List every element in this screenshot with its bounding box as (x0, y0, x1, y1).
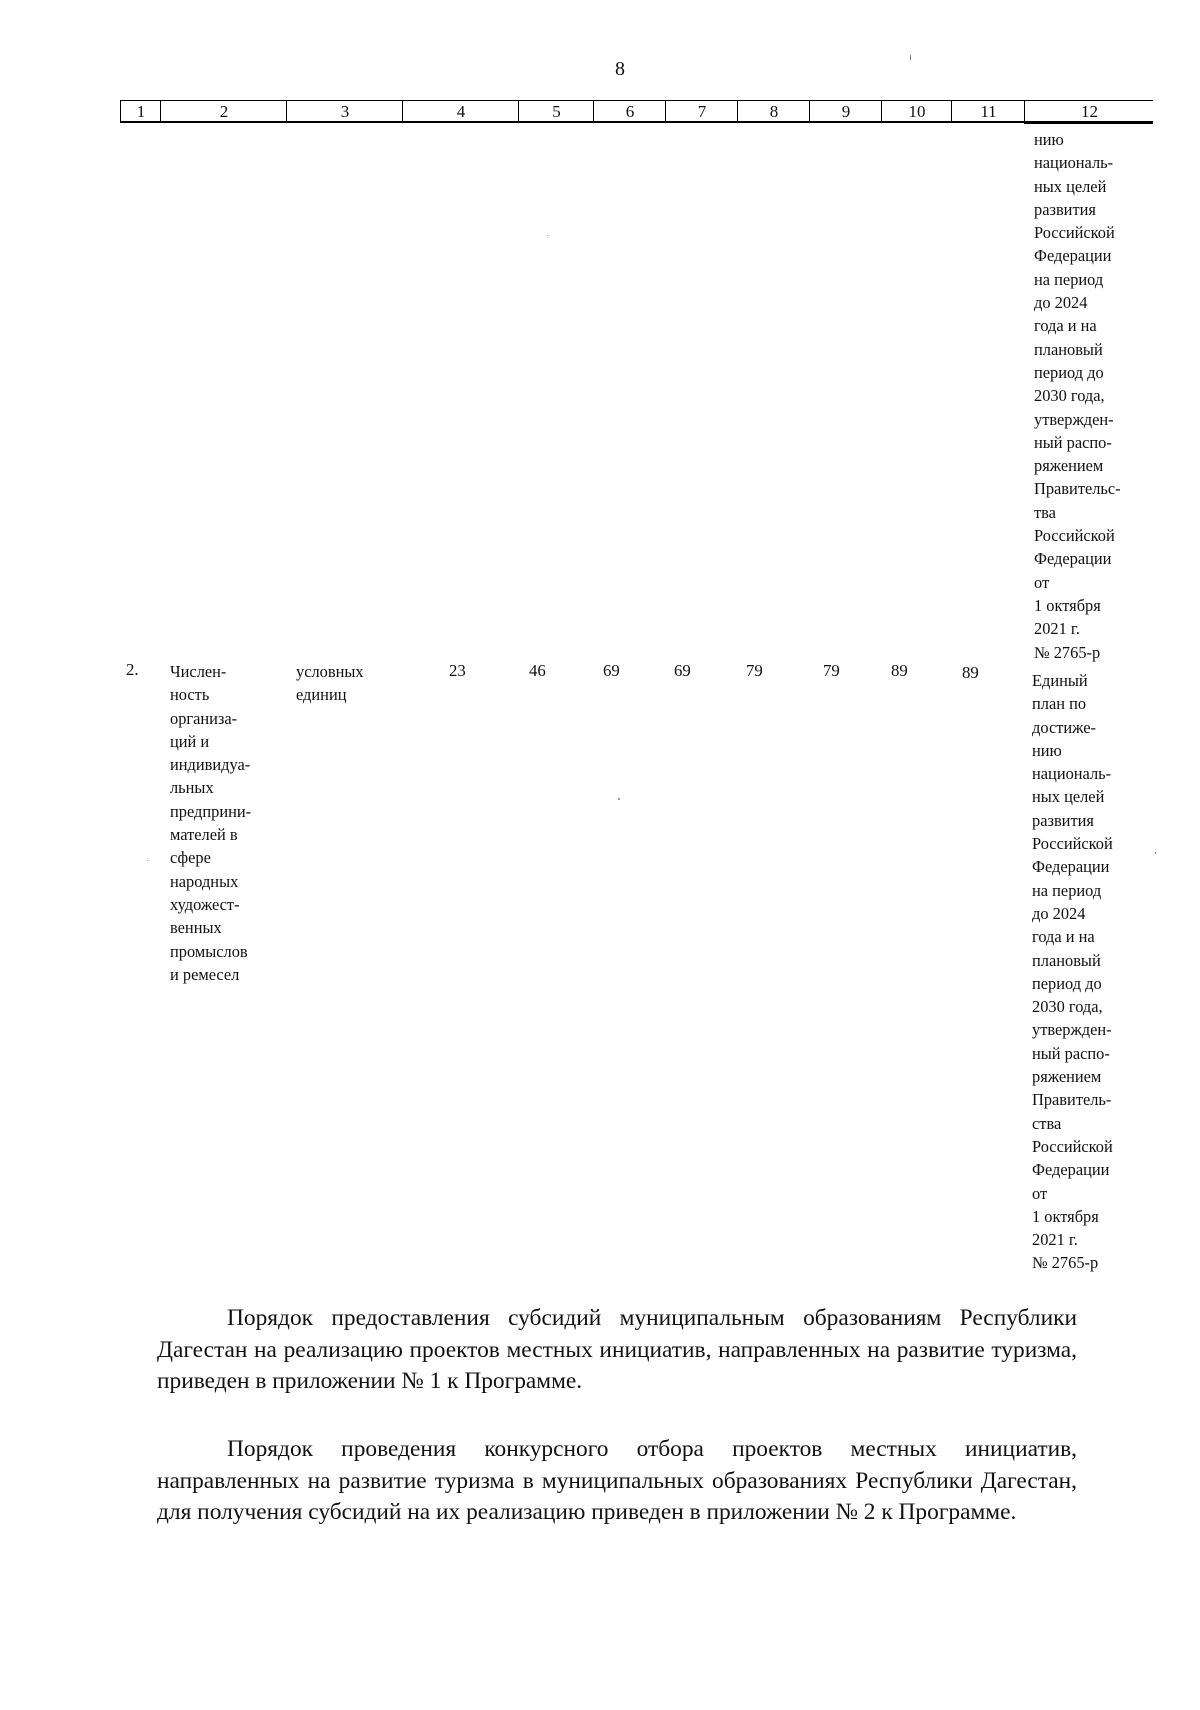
header-bottom-rule-col12 (1024, 123, 1153, 124)
paragraph-selection-procedure: Порядок проведения конкурсного отбора проектов местных инициатив, направленных на развитие туризма в муниципальных образованиях Республики Дагестан, для получения субсидий на их реализацию приведен в приложении № 2 к Программе. (157, 1436, 1077, 1525)
scan-speck (618, 798, 620, 800)
row-value-col11: 89 (962, 663, 979, 682)
scan-speck (1155, 852, 1156, 854)
row-indicator-name: Числен- ность организа- ций и индивидуа- льных предприни- мателей в сфере народных художест- венных промыслов и ремесел (170, 662, 252, 984)
row-value-col8: 79 (746, 661, 763, 680)
col-header-8: 8 (737, 100, 810, 122)
col-header-3: 3 (286, 100, 403, 122)
col-header-11: 11 (951, 100, 1025, 122)
row-value-col10: 89 (891, 661, 908, 680)
row-number: 2. (126, 660, 139, 679)
scan-speck (547, 235, 548, 236)
col-header-4: 4 (402, 100, 519, 122)
row-value-col6: 69 (603, 661, 620, 680)
scan-speck (910, 55, 911, 60)
row-value-col9: 79 (823, 661, 840, 680)
row-unit: условных единиц (296, 662, 364, 705)
page-number: 8 (615, 58, 625, 80)
col12-continuation-text: нию националь- ных целей развития Российской Федерации на период до 2024 года и на плановый период до 2030 года, утвержден- ный распо- ряжением Правительс- тва Российской Федерации от 1 октября 2021 г. № 2765-р (1034, 130, 1121, 662)
paragraph-subsidy-procedure: Порядок предоставления субсидий муниципальным образованиям Республики Дагестан на реализацию проектов местных инициатив, направленных на развитие туризма, приведен в приложении № 1 к Программе. (157, 1305, 1077, 1394)
col-header-2: 2 (160, 100, 287, 122)
col-header-6: 6 (593, 100, 666, 122)
col-header-9: 9 (809, 100, 882, 122)
scan-speck (147, 860, 148, 861)
col-header-1: 1 (120, 100, 161, 122)
col-header-7: 7 (665, 100, 738, 122)
col-header-12: 12 (1024, 100, 1154, 122)
col-header-5: 5 (518, 100, 594, 122)
row-value-col5: 46 (529, 661, 546, 680)
row-value-col7: 69 (674, 661, 691, 680)
col-header-10: 10 (881, 100, 952, 122)
row-source-document: Единый план по достиже- нию националь- ных целей развития Российской Федерации на период до 2024 года и на плановый период до 2030 года, утвержден- ный распо- ряжением Правитель- ства Российской Федерации от 1 октября 2021 г. № 2765-р (1032, 671, 1113, 1273)
row-value-col4: 23 (449, 661, 466, 680)
